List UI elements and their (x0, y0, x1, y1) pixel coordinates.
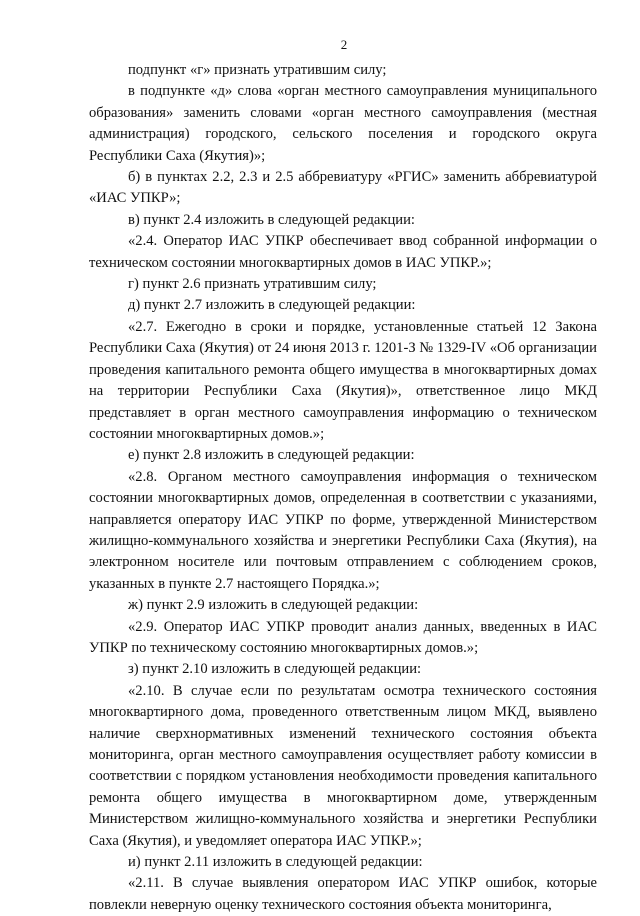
paragraph: г) пункт 2.6 признать утратившим силу; (128, 276, 377, 293)
paragraph: «2.10. В случае если по результатам осмотра технического состояния многоквартирного дома, проведенного ответственным лицом МКД, выявлено наличие сверхнормативных изменений технического состояния объекта мониторинга, орган местного самоуправления осуществляет работу комиссии в соответствии с порядком установления необходимости проведения капитального ремонта общего имущества в многоквартирном доме, утвержденным Министерством жилищно-коммунального хозяйства и энергетики Республики Саха (Якутия), и уведомляет оператора ИАС УПКР.»; (89, 682, 597, 849)
paragraph: «2.11. В случае выявления оператором ИАС УПКР ошибок, которые повлекли неверную оценку технического состояния объекта мониторинга, (89, 875, 597, 913)
paragraph: подпункт «г» признать утратившим силу; (128, 62, 387, 78)
paragraph: е) пункт 2.8 изложить в следующей редакции: (128, 447, 415, 464)
paragraph: «2.9. Оператор ИАС УПКР проводит анализ данных, введенных в ИАС УПКР по техническому состоянию многоквартирных домов.»; (89, 618, 597, 656)
page-number: 2 (340, 37, 348, 52)
paragraph: з) пункт 2.10 изложить в следующей редакции: (128, 661, 422, 678)
paragraph: в подпункте «д» слова «орган местного самоуправления муниципального образования» заменить словами «орган местного самоуправления (местная администрация) городского, сельского поселения и городского округа Республики Саха (Якутия)»; (89, 83, 597, 164)
paragraph: и) пункт 2.11 изложить в следующей редакции: (128, 854, 423, 871)
paragraph: «2.8. Органом местного самоуправления информация о техническом состоянии многоквартирных домов, определенная в соответствии с указаниями, направляется оператору ИАС УПКР по форме, утвержденной Министерством жилищно-коммунального хозяйства и энергетики Республики Саха (Якутия), на электронном носителе или почтовым отправлением с соблюдением сроков, указанных в пункте 2.7 настоящего Порядка.»; (89, 468, 597, 592)
paragraph: в) пункт 2.4 изложить в следующей редакции: (128, 211, 415, 228)
paragraph: «2.4. Оператор ИАС УПКР обеспечивает ввод собранной информации о техническом состоянии многоквартирных домов в ИАС УПКР.»; (89, 233, 597, 271)
paragraph: ж) пункт 2.9 изложить в следующей редакции: (128, 597, 419, 614)
document-body (89, 60, 597, 916)
paragraph: «2.7. Ежегодно в сроки и порядке, установленные статьей 12 Закона Республики Саха (Якутия) от 24 июня 2013 г. 1201-З № 1329-IV «Об организации проведения капитального ремонта общего имущества в многоквартирных домах на территории Республики Саха (Якутия)», ответственное лицо МКД представляет в орган местного самоуправления информацию о техническом состоянии многоквартирных домов.»; (89, 318, 597, 442)
paragraph: д) пункт 2.7 изложить в следующей редакции: (128, 297, 416, 314)
paragraph: б) в пунктах 2.2, 2.3 и 2.5 аббревиатуру «РГИС» заменить аббревиатурой «ИАС УПКР»; (89, 169, 597, 207)
